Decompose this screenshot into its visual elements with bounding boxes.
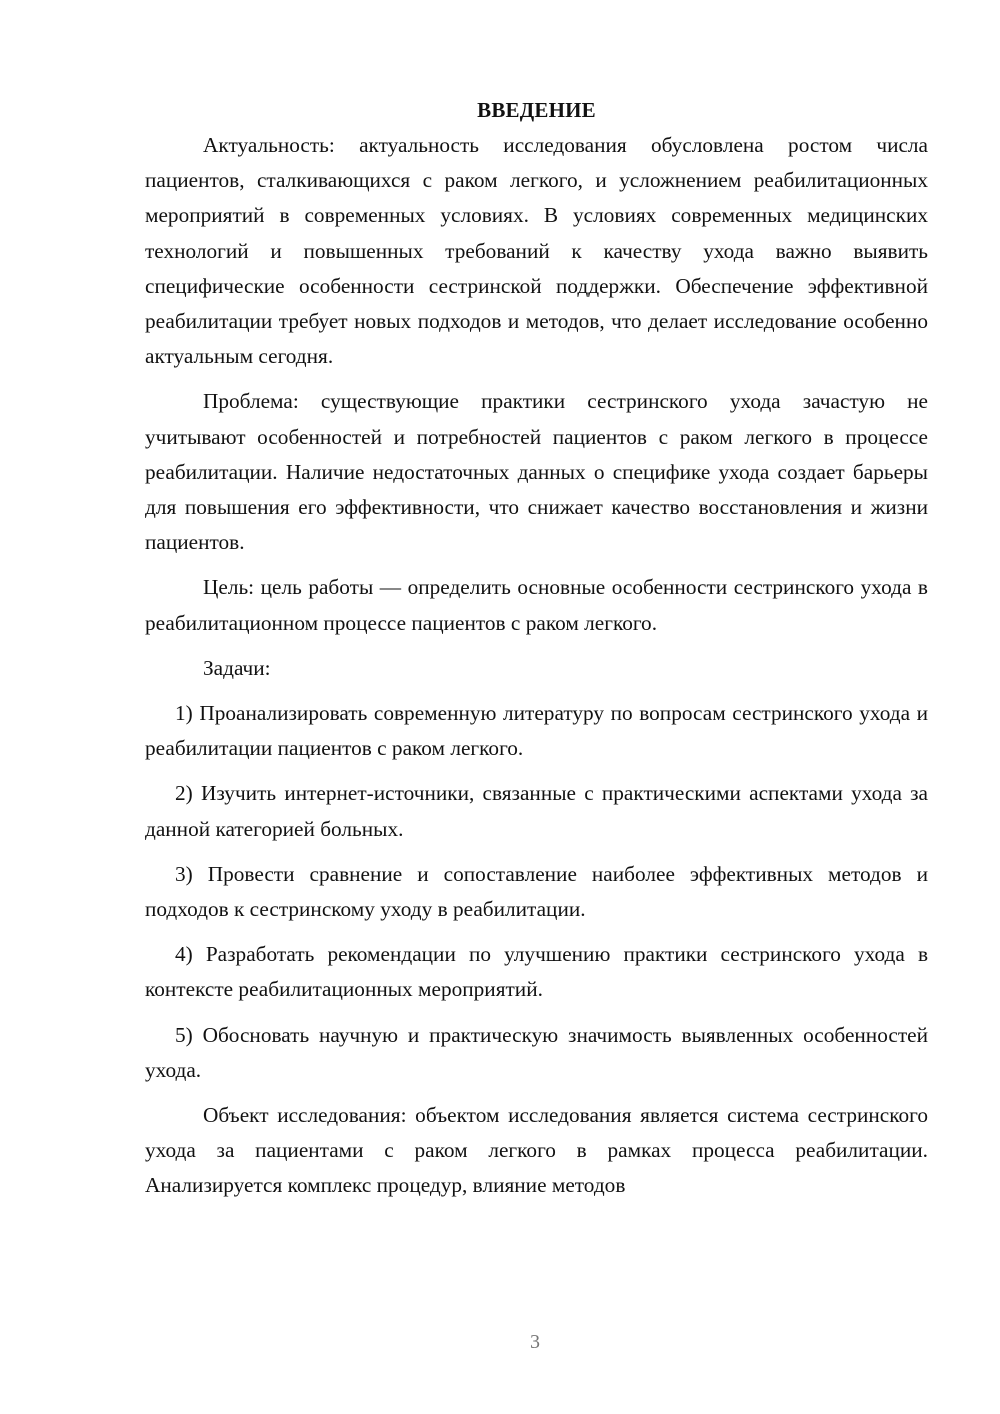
relevance-paragraph: Актуальность: актуальность исследования обусловлена ростом числа пациентов, сталкивающихся с раком легкого, и усложнением реабилитационных мероприятий в современных условиях. В условиях современных медицинских технологий и повышенных требований к качеству ухода важно выявить специфические особенности сестринской поддержки. Обеспечение эффективной реабилитации требует новых подходов и методов, что делает исследование особенно актуальным сегодня. — [145, 133, 928, 369]
task-item-3: 3) Провести сравнение и сопоставление наиболее эффективных методов и подходов к сестринскому уходу в реабилитации. — [145, 861, 928, 922]
document-body — [145, 93, 928, 1214]
tasks-label: Задачи: — [203, 655, 271, 680]
object-paragraph: Объект исследования: объектом исследования является система сестринского ухода за пациентами с раком легкого в рамках процесса реабилитации. Анализируется комплекс процедур, влияние методов — [145, 1103, 928, 1198]
problem-paragraph: Проблема: существующие практики сестринского ухода зачастую не учитывают особенностей и потребностей пациентов с раком легкого в процессе реабилитации. Наличие недостаточных данных о специфике ухода создает барьеры для повышения его эффективности, что снижает качество восстановления и жизни пациентов. — [145, 389, 928, 555]
task-item-1: 1) Проанализировать современную литературу по вопросам сестринского ухода и реабилитации пациентов с раком легкого. — [145, 701, 928, 761]
page-number: 3 — [530, 1331, 540, 1353]
task-item-2: 2) Изучить интернет-источники, связанные с практическими аспектами ухода за данной категорией больных. — [145, 781, 928, 841]
goal-paragraph: Цель: цель работы — определить основные особенности сестринского ухода в реабилитационном процессе пациентов с раком легкого. — [145, 575, 928, 635]
task-item-4: 4) Разработать рекомендации по улучшению практики сестринского ухода в контексте реабилитационных мероприятий. — [145, 942, 928, 1002]
task-item-5: 5) Обосновать научную и практическую значимость выявленных особенностей ухода. — [145, 1022, 928, 1082]
page-title: ВВЕДЕНИЕ — [477, 98, 596, 122]
